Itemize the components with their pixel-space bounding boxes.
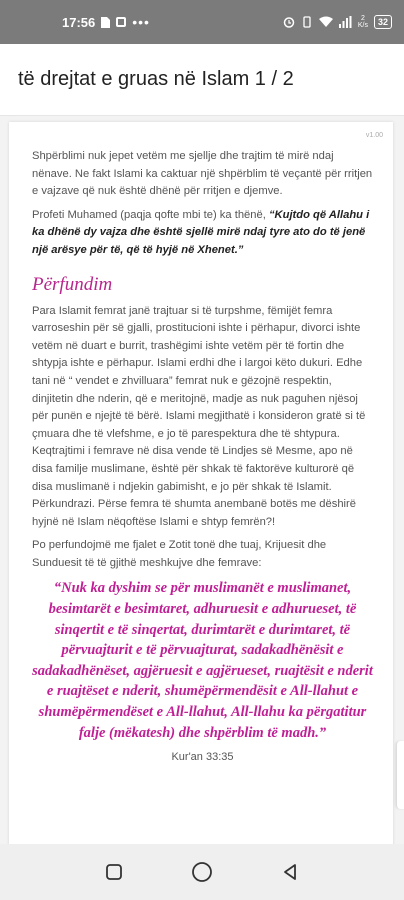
vibrate-icon	[301, 16, 313, 28]
wifi-icon	[319, 16, 333, 28]
system-nav-bar	[0, 844, 404, 900]
net-speed: 2 K/s	[357, 15, 368, 29]
hadith-quote: “Kujtdo që Allahu i ka dhënë dy vajza dhe është sjellë mirë ndaj tyre ato do të jenë një arësye për të, që të hyjë në Xhenet.”	[32, 208, 370, 256]
book-page	[9, 122, 393, 844]
verse-reference: Kur'an 33:35	[171, 751, 234, 764]
recents-button[interactable]	[94, 852, 134, 892]
section-title: Përfundim	[32, 273, 113, 295]
signal-icon	[339, 16, 352, 28]
status-notification-icons	[101, 14, 150, 30]
status-bar	[0, 0, 404, 44]
status-time: 17:56	[62, 14, 96, 30]
paragraph-2-intro: Profeti Muhamed (paqja qofte mbi te) ka thënë,	[32, 208, 269, 221]
back-button[interactable]	[270, 852, 310, 892]
triangle-back-icon	[281, 863, 299, 881]
version-label: v1.00	[365, 132, 383, 139]
app-bar	[0, 44, 404, 116]
status-system-icons	[283, 15, 392, 29]
paragraph-4: Po perfundojmë me fjalet e Zotit tonë dhe tuaj, Krijuesit dhe Sunduesit të të gjithë meshkujve dhe femrave:	[32, 539, 327, 569]
paragraph-2	[32, 207, 373, 260]
circle-icon	[191, 861, 213, 883]
home-button[interactable]	[182, 852, 222, 892]
side-panel-handle[interactable]	[396, 741, 404, 809]
paragraph-3: Para Islamit femrat janë trajtuar si të turpshme, fëmijët femra varroseshin për së gjalli, prostitucioni ishte i përhapur, divorci ishte vetëm në duart e burrit, trashëgimi ishte vetëm për të fortin dhe shtypja ishte e përhapur. Islami erdhi dhe i largoi këto dukuri. Edhe tani në “ vendet e zhvilluara” femrat nuk e gëzojnë respektin, dinjitetin dhe nderin, që e meritojnë, madje as nuk paguhen njësoj për punën e njejtë të bërë. Islami megjithatë i konsideron gratë si të çmuara dhe të vlefshme, e jo të parespektura dhe të shtypura. Keqtrajtimi i femrave në disa vende të Lindjes së Mesme, apo në disa familje muslimane, është për shkak të faktorëve kulturorë që disa muslimanë i ndjekin gabimisht, e jo për shkak të Islamit. Përkundrazi. Përse femra të shumta anembanë botës me dëshirë hyjnë në Islam nëqoftëse Islami e shtyp femrën?!	[32, 304, 366, 528]
page-title: të drejtat e gruas në Islam 1 / 2	[18, 68, 294, 90]
sim-icon	[101, 17, 110, 28]
square-icon	[105, 863, 123, 881]
reader-content[interactable]	[0, 116, 404, 844]
quran-verse: “Nuk ka dyshim se për muslimanët e muslimanet, besimtarët e besimtaret, adhuruesit e adhurueset, të sinqertit e të sinqertat, durimtarët e durimtaret, të përvuajturit e të përvuajturat, sadakadhënësit e sadakadhënëset, agjëruesit e agjërueset, ruajtësit e nderit e ruajtëset e nderit, shumëpërmendësit e All-llahut e shumëpërmendëset e All-llahut, All-llahu ka përgatitur falje (mëkatesh) dhe shpërblim të madh.”	[32, 580, 373, 741]
more-dots-icon: •••	[132, 14, 150, 30]
paragraph-1: Shpërblimi nuk jepet vetëm me sjellje dhe trajtim të mirë ndaj nënave. Ne fakt Islami ka caktuar një shpërblim të veçantë për rritjen e vajzave që nuk është dhënë për rritjen e djemve.	[32, 150, 373, 198]
message-icon	[116, 17, 126, 27]
battery-icon: 32	[374, 15, 392, 29]
alarm-icon	[283, 16, 295, 28]
